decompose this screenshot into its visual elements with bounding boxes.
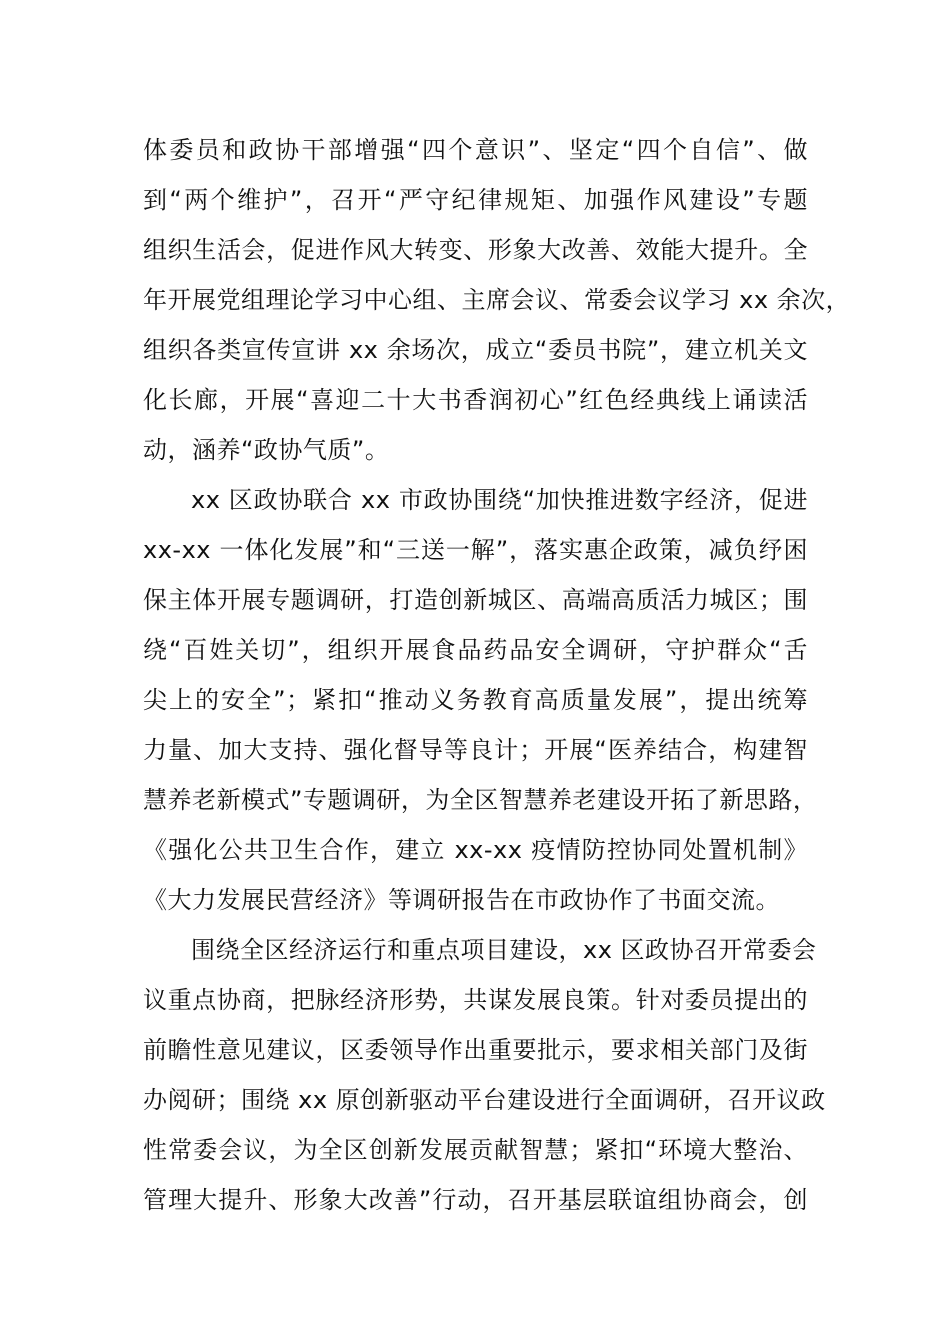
- paragraph-2-line: 《大力发展民营经济》等调研报告在市政协作了书面交流。: [143, 886, 780, 914]
- paragraph-1-line: 组织生活会，促进作风大转变、形象大改善、效能大提升。全: [143, 236, 808, 264]
- paragraph-3-first-line: 围绕全区经济运行和重点项目建设，xx 区政协召开常委会: [191, 936, 817, 964]
- paragraph-2-line: 绕“百姓关切”，组织开展食品药品安全调研，守护群众“舌: [143, 636, 808, 664]
- paragraph-1-line: 化长廊，开展“喜迎二十大书香润初心”红色经典线上诵读活: [143, 386, 808, 414]
- paragraph-1-line: 动，涵养“政协气质”。: [143, 436, 390, 464]
- paragraph-2-line: 保主体开展专题调研，打造创新城区、高端高质活力城区；围: [143, 586, 808, 614]
- paragraph-3-line: 议重点协商，把脉经济形势，共谋发展良策。针对委员提出的: [143, 986, 808, 1014]
- paragraph-3-line: 性常委会议，为全区创新发展贡献智慧；紧扣“环境大整治、: [143, 1136, 808, 1164]
- paragraph-1-line: 组织各类宣传宣讲 xx 余场次，成立“委员书院”，建立机关文: [143, 336, 808, 364]
- paragraph-1-line: 到“两个维护”，召开“严守纪律规矩、加强作风建设”专题: [143, 186, 808, 214]
- paragraph-2-line: 《强化公共卫生合作，建立 xx-xx 疫情防控协同处置机制》: [143, 836, 808, 864]
- paragraph-2-line: xx-xx 一体化发展”和“三送一解”，落实惠企政策，减负纾困: [143, 536, 808, 564]
- paragraph-2-line: 尖上的安全”；紧扣“推动义务教育高质量发展”，提出统筹: [143, 686, 808, 714]
- paragraph-1-line: 体委员和政协干部增强“四个意识”、坚定“四个自信”、做: [143, 136, 808, 164]
- paragraph-1-line: 年开展党组理论学习中心组、主席会议、常委会议学习 xx 余次，: [143, 286, 851, 314]
- paragraph-2-line: 慧养老新模式”专题调研，为全区智慧养老建设开拓了新思路，: [143, 786, 818, 814]
- paragraph-3-line: 前瞻性意见建议，区委领导作出重要批示，要求相关部门及街: [143, 1036, 808, 1064]
- paragraph-2-line: 力量、加大支持、强化督导等良计；开展“医养结合，构建智: [143, 736, 808, 764]
- paragraph-3-line: 办阅研；围绕 xx 原创新驱动平台建设进行全面调研，召开议政: [143, 1086, 826, 1114]
- paragraph-3-line: 管理大提升、形象大改善”行动，召开基层联谊组协商会，创: [143, 1186, 808, 1214]
- paragraph-2-first-line: xx 区政协联合 xx 市政协围绕“加快推进数字经济，促进: [191, 486, 808, 514]
